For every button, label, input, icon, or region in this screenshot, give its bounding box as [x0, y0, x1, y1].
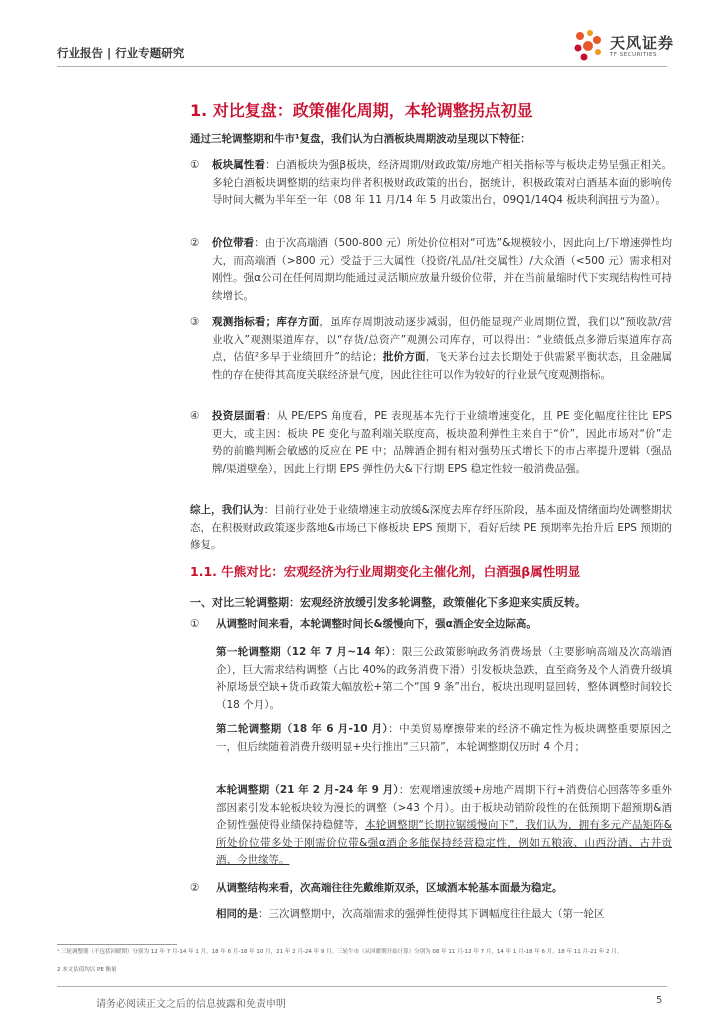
section-1-1-title: 1.1. 牛熊对比：宏观经济为行业周期变化主催化剂，白酒强β属性明显 [190, 564, 581, 579]
item-number: ④ [190, 410, 200, 422]
logo-text-cn: 天风证券 [610, 34, 675, 52]
same-paragraph [216, 906, 672, 924]
feature-item-1 [190, 157, 672, 210]
item-lead: 投资层面看 [212, 410, 267, 422]
item-lead: 观测指标看 [212, 316, 266, 328]
item-text: ：白酒板块为强β板块，经济周期/财政政策/房地产相关指标等与板块走势呈强正相关。多轮白酒板块调整期的结束均伴者积极财政政策的出台，据统计，积极政策对白酒基本面的影响传导时间大概为半年至一年（08 年 11 月/14 年 5 月政策出台，09Q1/14Q4 板块利润扭亏为盈）。 [212, 159, 672, 206]
round-2-text: ：中美贸易摩擦带来的经济不确定性为板块调整重要原因之一，但后续随着消费升级明显+央行推出“三只箭”，本轮调整期仅历时 4 个月； [216, 723, 673, 753]
logo-text-en: TF SECURITIES [610, 52, 657, 58]
round-3-conclusion: 本轮调整期“长期拉锯缓慢向下”，我们认为，拥有多元产品矩阵&所处价位带多处于刚需价位带&强α酒企多能保持经营稳定性，例如五粮液、山西汾酒、古井贡酒、今世缘等。 [216, 819, 672, 866]
round-3-paragraph [216, 782, 672, 870]
feature-item-4 [190, 408, 672, 478]
summary-lead: 综上，我们认为 [190, 504, 264, 516]
tf-logo-icon [570, 28, 606, 64]
feature-item-3 [190, 314, 672, 384]
summary-text: ：目前行业处于业绩增速主动放缓&深度去库存纾压阶段，基本面及情绪面均处调整期状态，在积极财政政策逐步落地&市场已下修板块 EPS 预期下，看好后续 PE 预期率先抬升后 EPS 预期的修复。 [190, 504, 673, 551]
section-1-intro [190, 131, 672, 149]
round-2-paragraph [216, 721, 672, 756]
report-type-header: 行业报告 | 行业专题研究 [57, 46, 185, 60]
round-3-lead: 本轮调整期（21 年 2 月-24 年 9 月） [216, 784, 399, 796]
point-2-number: ② [190, 882, 200, 894]
item-number: ③ [190, 316, 200, 328]
item-lead: 价位带看 [212, 237, 255, 249]
footnote-1: ¹ 三轮调整期（不包括回暖期）分别为 12 年 7 月-14 年 1 月，18 年 6 月-18 年 10 月，21 年 2 月-24 年 9 月。三轮牛市（从回暖期开始计算）分别为 08 年 11 月-12 年 7 月，14 年 1 月-18 年 6 月，18 年 11 月-21 年 2 月。 [57, 949, 623, 955]
item-lead-inventory: ；库存方面 [265, 316, 320, 328]
item-text: ，虽库存周期波动逐步减弱，但仍能显现产业周期位置，我们以“预收款/营业收入”观测渠道库存，以“存货/总资产”观测公司库存，可以得出：“业绩低点多滞后渠道库存高点，估值²多早于业绩回升”的结论； [212, 316, 673, 363]
item-text: ：从 PE/EPS 角度看，PE 表现基本先行于业绩增速变化，且 PE 变化幅度往往比 EPS 更大，或主因：板块 PE 变化与盈利端关联度高，板块盈利弹性主来自于“价”，因此市场对“价”走势的前瞻判断会敏感的反应在 PE 中；品牌酒企拥有相对强势压式增长下的市占率提升逻辑（强品牌/渠道壁垒），因此上行期 EPS 弹性仍大&下行期 EPS 稳定性较一般消费品强。 [212, 410, 672, 475]
point-2-text: 从调整结构来看，次高端往往先戴维斯双杀，区域酒本轮基本面最为稳定。 [216, 882, 563, 894]
same-lead: 相同的是 [216, 908, 258, 920]
point-1-text: 从调整时间来看，本轮调整时间长&缓慢向下，强α酒企安全边际高。 [216, 618, 537, 630]
tf-logo [570, 26, 680, 66]
round-3-text: ：宏观增速放缓+房地产周期下行+消费信心回落等多重外部因素引发本轮板块较为漫长的调整（>43 个月）。由于板块动销阶段性的在低预期下超预期&酒企韧性强使得业绩保持稳健等， [216, 784, 672, 831]
round-1-paragraph [216, 644, 672, 714]
item-number: ① [190, 159, 200, 171]
same-text: ：三次调整期中，次高端需求的强弹性使得其下调幅度往往最大（第一轮区 [258, 908, 605, 920]
subsection-heading: 一、对比三轮调整期：宏观经济放缓引发多轮调整，政策催化下多迎来实质反转。 [190, 596, 586, 609]
header-divider [57, 66, 667, 67]
round-1-text: ：限三公政策影响政务消费场景（主要影响高端及次高端酒企），巨大需求结构调整（占比 40%的政务消费下滑）引发板块急跌，直至商务及个人消费升级填补原场景空缺+货币政策大幅放松+第二个“国 9 条”出台，板块出现明显回转，整体调整时间较长（18 个月）。 [216, 646, 672, 711]
item-text-2: ，飞天茅台过去长期处于供需紧平衡状态，且金融属性的存在使得其高度关联经济景气度，因此往往可以作为较好的行业景气度观测指标。 [212, 351, 672, 381]
footer-divider [57, 986, 667, 987]
section-1-title: 1. 对比复盘：政策催化周期，本轮调整拐点初显 [190, 101, 533, 120]
footnote-divider [57, 944, 177, 945]
point-1-number: ① [190, 618, 200, 630]
item-lead: 板块属性看 [212, 159, 266, 171]
page-number: 5 [656, 995, 663, 1006]
item-lead-price: 批价方面 [382, 351, 426, 363]
round-1-lead: 第一轮调整期（12 年 7 月~14 年） [216, 646, 391, 658]
footer-disclaimer: 请务必阅读正文之后的信息披露和免责申明 [96, 999, 286, 1010]
summary-paragraph [190, 502, 672, 555]
round-2-lead: 第二轮调整期（18 年 6 月-10 月） [216, 723, 389, 735]
feature-item-2 [190, 235, 672, 305]
intro-text: 通过三轮调整期和牛市¹复盘，我们认为白酒板块周期波动呈现以下特征： [190, 133, 531, 145]
item-number: ② [190, 237, 200, 249]
footnote-2: 2 本文估值均以 PE 衡量 [57, 967, 117, 973]
item-text: ：由于次高端酒（500-800 元）所处价位相对“可选”&规模较小，因此向上/下增速弹性均大，而高端酒（>800 元）受益于三大属性（投资/礼品/社交属性）/大众酒（<500 元）需求相对刚性。强α公司在任何周期均能通过灵活顺应放量升级价位带，并在当前量缩时代下实现结构性可持续增长。 [212, 237, 673, 302]
